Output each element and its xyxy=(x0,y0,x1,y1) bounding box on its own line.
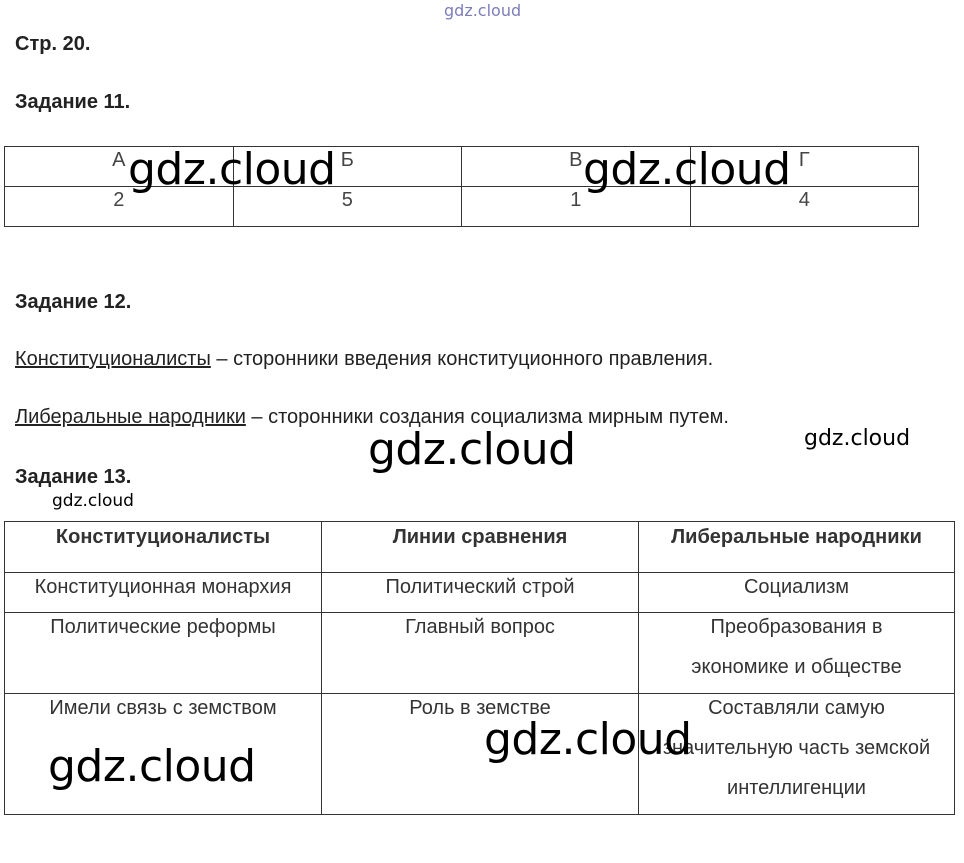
watermark: gdz.cloud xyxy=(128,144,336,195)
table-cell: Политический строй xyxy=(322,573,639,613)
task11-value-cell: 2 xyxy=(5,187,234,227)
watermark: gdz.cloud xyxy=(804,426,911,451)
watermark: gdz.cloud xyxy=(583,144,791,195)
task13-header-row xyxy=(5,522,955,573)
watermark: gdz.cloud xyxy=(484,714,692,765)
page-label: Стр. 20. xyxy=(15,33,91,55)
table-cell: Конституционная монархия xyxy=(5,573,322,613)
task11-title: Задание 11. xyxy=(15,91,131,113)
task12-definition: – сторонники создания социализма мирным путем. xyxy=(245,406,729,428)
table-cell: Главный вопрос xyxy=(322,613,639,694)
watermark-top: gdz.cloud xyxy=(444,1,522,20)
task11-header-cell: В xyxy=(462,147,691,187)
task11-value-cell: 1 xyxy=(462,187,691,227)
task11-value-cell: 5 xyxy=(233,187,462,227)
task13-header-cell: Либеральные народники xyxy=(639,522,955,573)
watermark: gdz.cloud xyxy=(48,741,256,792)
table-row xyxy=(5,613,955,694)
table-cell: Политические реформы xyxy=(5,613,322,694)
task11-header-cell: Б xyxy=(233,147,462,187)
task13-header-cell: Конституционалисты xyxy=(5,522,322,573)
task11-header-cell: А xyxy=(5,147,234,187)
task12-term: Либеральные народники xyxy=(15,406,246,428)
task13-title: Задание 13. xyxy=(15,466,132,488)
task12-term: Конституционалисты xyxy=(15,348,211,370)
table-cell: Преобразования в экономике и обществе xyxy=(639,613,955,694)
task11-header-cell: Г xyxy=(690,147,919,187)
task13-header-cell: Линии сравнения xyxy=(322,522,639,573)
task12-definition: – сторонники введения конституционного правления. xyxy=(210,348,714,370)
table-cell: Составляли самую значительную часть земской интеллигенции xyxy=(639,694,955,815)
task12-title: Задание 12. xyxy=(15,291,132,313)
task12-line xyxy=(15,348,713,371)
watermark: gdz.cloud xyxy=(52,491,134,511)
watermark: gdz.cloud xyxy=(368,424,576,475)
table-cell: Имели связь с земством xyxy=(5,694,322,815)
table-cell: Роль в земстве xyxy=(322,694,639,815)
table-cell: Социализм xyxy=(639,573,955,613)
task11-value-cell: 4 xyxy=(690,187,919,227)
